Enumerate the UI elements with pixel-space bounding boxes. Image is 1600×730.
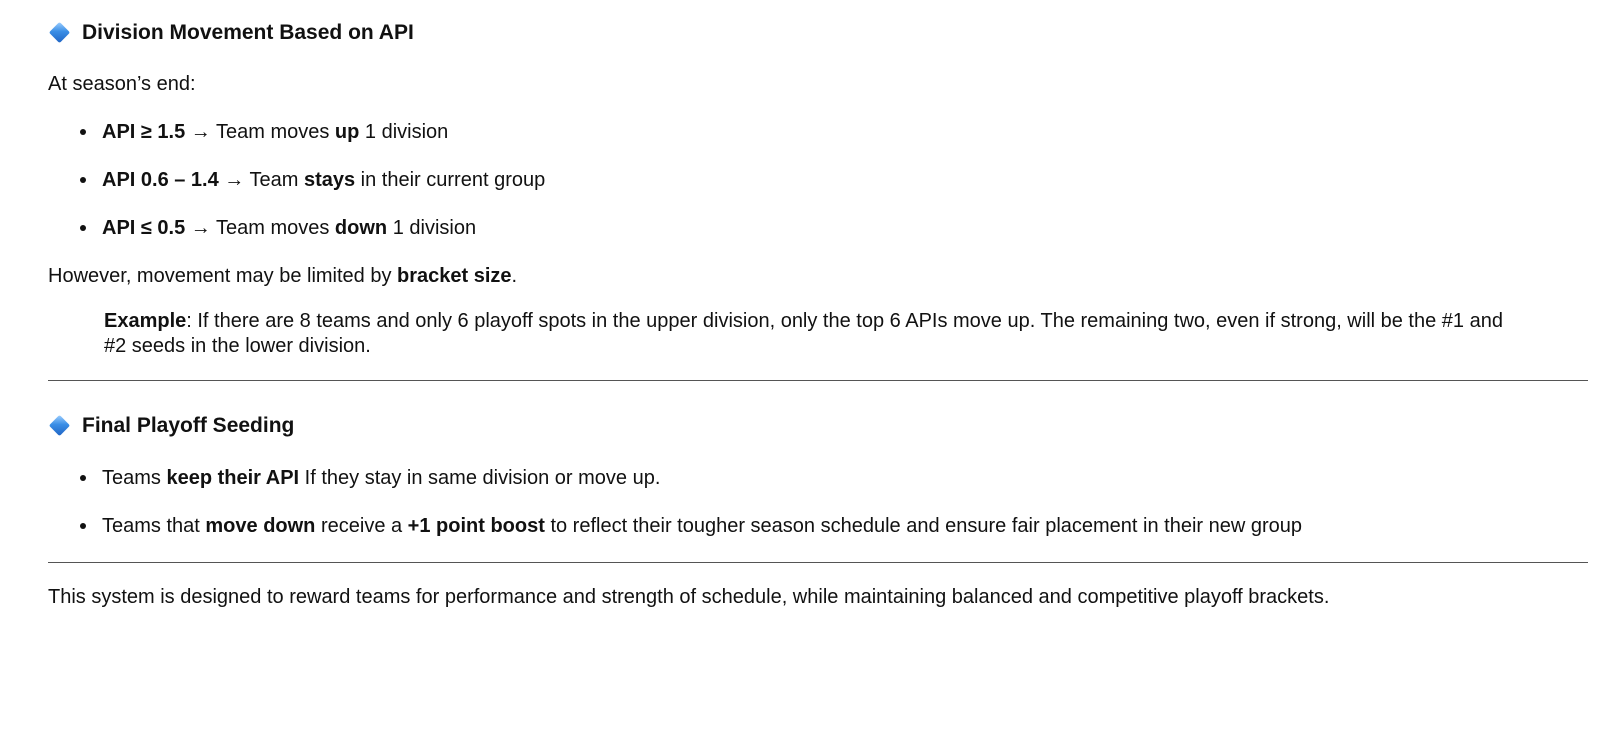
section-title: Final Playoff Seeding — [82, 414, 295, 437]
movement-term: down — [334, 217, 388, 239]
list-text: receive a — [315, 515, 408, 537]
closing-text: This system is designed to reward teams for performance and strength of schedule, while maintaining balanced and competitive playoff brackets. — [48, 586, 1330, 608]
limit-text — [48, 263, 517, 289]
divider — [48, 562, 1588, 563]
blue-diamond-icon — [48, 21, 72, 45]
movement-term: up — [334, 121, 360, 143]
bracket-size-term: bracket size — [397, 265, 512, 287]
list-item — [80, 465, 660, 491]
example-label: Example — [104, 310, 187, 332]
list-item — [80, 513, 1302, 539]
bullet-icon — [80, 177, 86, 183]
point-boost-term: +1 point boost — [407, 515, 545, 537]
bullet-icon — [80, 523, 86, 529]
bullet-icon — [80, 129, 86, 135]
intro-text: At season’s end: — [48, 73, 196, 95]
list-item — [80, 119, 448, 145]
list-text: to reflect their tougher season schedule and ensure fair placement in their new group — [544, 515, 1303, 537]
limit-text-end: . — [511, 265, 518, 287]
list-text: Teams that — [102, 515, 206, 537]
list-text: → Team moves — [185, 217, 335, 239]
example-text: : If there are 8 teams and only 6 playoff spots in the upper division, only the top 6 APIs move up. The remaining two, even if strong, will be the #1 and #2 seeds in the lower division. — [104, 310, 1503, 357]
move-down-term: move down — [205, 515, 316, 537]
list-text: → Team — [218, 169, 304, 191]
list-text: in their current group — [355, 169, 546, 191]
list-text: If they stay in same division or move up. — [299, 467, 661, 489]
limit-text-start: However, movement may be limited by — [48, 265, 398, 287]
bullet-icon — [80, 225, 86, 231]
example-block — [104, 309, 1524, 359]
section-heading-final-seeding — [48, 413, 294, 439]
list-text: → Team moves — [185, 121, 335, 143]
movement-term: stays — [303, 169, 356, 191]
section-heading-division-movement — [48, 20, 414, 46]
keep-api-term: keep their API — [166, 467, 300, 489]
api-threshold: API 0.6 – 1.4 — [102, 169, 219, 191]
section-title: Division Movement Based on API — [82, 21, 414, 44]
list-item — [80, 167, 545, 193]
list-item — [80, 215, 476, 241]
bullet-icon — [80, 475, 86, 481]
api-threshold: API ≤ 0.5 — [102, 217, 186, 239]
api-threshold: API ≥ 1.5 — [102, 121, 186, 143]
list-text: Teams — [102, 467, 167, 489]
list-text: 1 division — [387, 217, 477, 239]
list-text: 1 division — [359, 121, 449, 143]
divider — [48, 380, 1588, 381]
blue-diamond-icon — [48, 414, 72, 438]
